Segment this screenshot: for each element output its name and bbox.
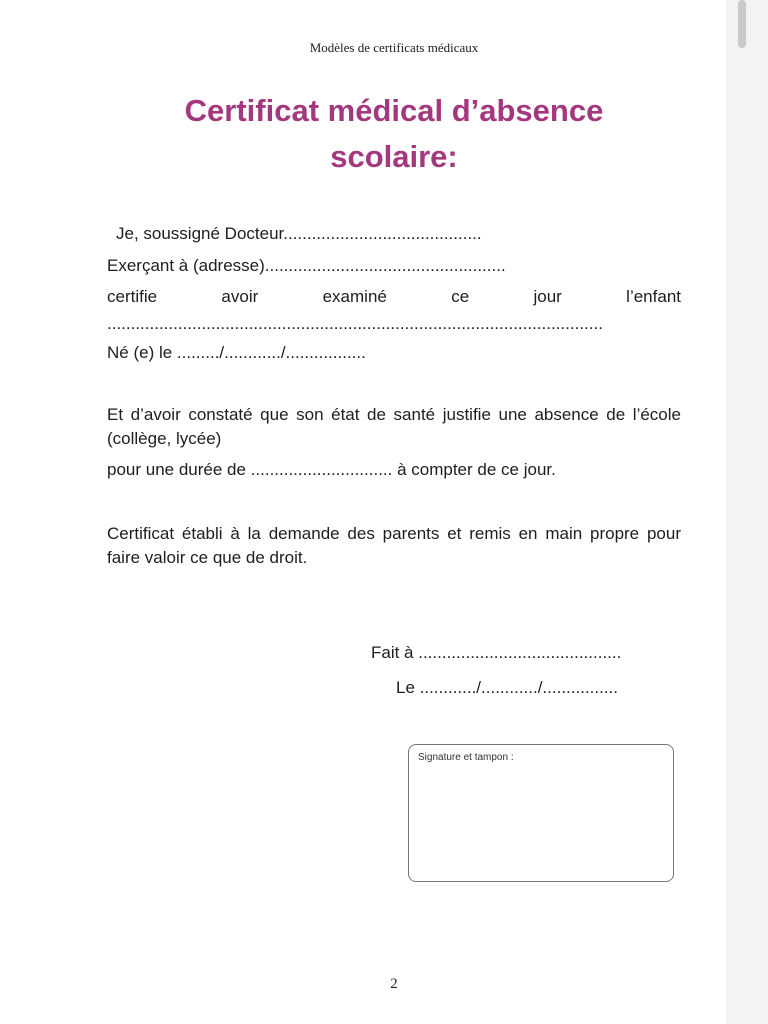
certify-word: examiné xyxy=(322,287,387,306)
title-line-1: Certificat médical d’absence xyxy=(184,93,604,128)
health-state-paragraph: Et d’avoir constaté que son état de santé justifie une absence de l’école (collège, lycée) xyxy=(107,405,681,448)
page-number: 2 xyxy=(390,976,398,992)
doctor-line: Je, soussigné Docteur.......................................... xyxy=(116,224,482,243)
birth-date-line: Né (e) le ........./............/................. xyxy=(107,343,366,362)
done-at-line: Fait à ........................................... xyxy=(371,643,622,662)
duration-line: pour une durée de .............................. à compter de ce jour. xyxy=(107,460,556,479)
document-title xyxy=(0,88,768,180)
address-line: Exerçant à (adresse)................................................... xyxy=(107,256,506,275)
certify-line xyxy=(107,287,681,307)
closing-paragraph: Certificat établi à la demande des parents et remis en main propre pour faire valoir ce que de droit. xyxy=(107,524,681,567)
title-line-2: scolaire: xyxy=(330,139,458,174)
certify-word: certifie xyxy=(107,287,158,306)
child-name-blank: ......................................................................................................... xyxy=(107,314,603,333)
scrollbar-thumb[interactable] xyxy=(738,0,746,48)
certify-word: avoir xyxy=(221,287,259,306)
certify-word: l’enfant xyxy=(626,287,681,306)
date-line: Le ............/............/................ xyxy=(396,678,619,697)
signature-label: Signature et tampon : xyxy=(418,752,514,763)
running-header: Modèles de certificats médicaux xyxy=(309,40,479,55)
certify-word: ce xyxy=(451,287,470,306)
signature-stamp-box xyxy=(408,744,674,882)
certify-word: jour xyxy=(533,287,562,306)
